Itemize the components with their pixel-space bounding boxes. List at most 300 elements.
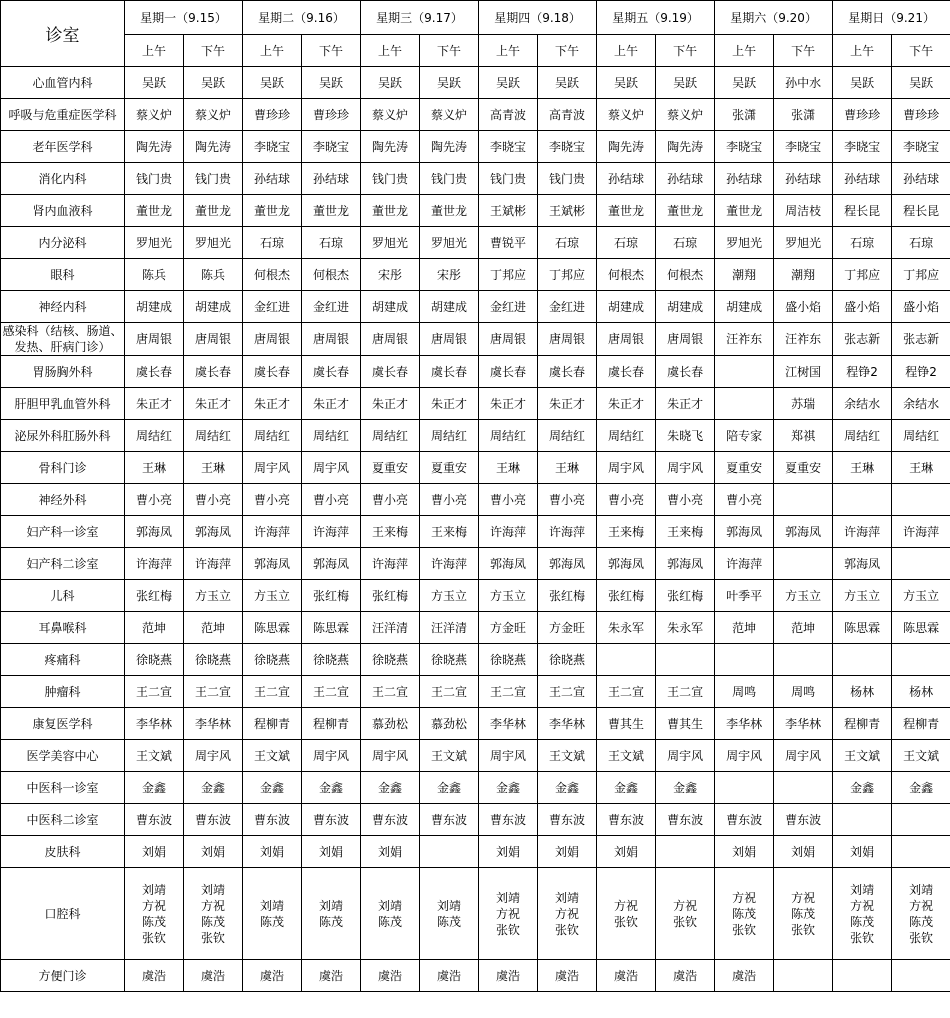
doctor-cell: 吴跃 [243,67,302,99]
doctor-cell: 潮翔 [715,259,774,291]
doctor-cell: 许海萍 [715,548,774,580]
doctor-cell: 虞浩 [538,960,597,992]
doctor-cell: 董世龙 [597,195,656,227]
doctor-cell: 曹东波 [361,804,420,836]
doctor-cell: 朱正才 [361,388,420,420]
doctor-cell: 曹小亮 [597,484,656,516]
doctor-cell: 周结红 [361,420,420,452]
doctor-cell: 郭海凤 [184,516,243,548]
doctor-cell: 周宇风 [597,452,656,484]
doctor-cell: 王琳 [833,452,892,484]
doctor-cell: 程柳青 [892,708,950,740]
doctor-cell: 郭海凤 [715,516,774,548]
doctor-cell [833,644,892,676]
doctor-cell: 李晓宝 [243,131,302,163]
table-row [1,516,950,548]
doctor-cell: 虞长春 [125,356,184,388]
doctor-cell: 盛小焰 [774,291,833,323]
department-name: 眼科 [1,259,125,291]
am-header: 上午 [243,35,302,67]
doctor-cell: 程铮2 [833,356,892,388]
doctor-cell [774,644,833,676]
doctor-cell: 胡建成 [125,291,184,323]
pm-header: 下午 [774,35,833,67]
doctor-cell: 张红梅 [656,580,715,612]
doctor-cell: 王文斌 [833,740,892,772]
doctor-cell: 唐周银 [184,323,243,356]
doctor-cell: 罗旭光 [361,227,420,259]
doctor-cell: 朱正才 [302,388,361,420]
doctor-cell: 钱门贵 [538,163,597,195]
table-row [1,99,950,131]
doctor-cell: 吴跃 [892,67,950,99]
doctor-cell: 周宇风 [184,740,243,772]
doctor-cell: 朱正才 [243,388,302,420]
doctor-cell: 陶先涛 [125,131,184,163]
doctor-cell: 郭海凤 [833,548,892,580]
day-header-wednesday: 星期三（9.17） [361,1,479,35]
doctor-cell: 王二宣 [361,676,420,708]
doctor-cell: 董世龙 [125,195,184,227]
doctor-cell: 方玉立 [892,580,950,612]
pm-header: 下午 [538,35,597,67]
doctor-cell [774,484,833,516]
table-row [1,163,950,195]
doctor-cell: 朱永军 [597,612,656,644]
doctor-cell: 虞浩 [656,960,715,992]
doctor-cell: 方玉立 [479,580,538,612]
doctor-cell: 刘靖 方祝 陈茂 张钦 [184,868,243,960]
clinic-column-header: 诊室 [1,1,125,67]
department-name: 康复医学科 [1,708,125,740]
doctor-cell: 曹小亮 [656,484,715,516]
doctor-cell: 郭海凤 [479,548,538,580]
table-row [1,131,950,163]
doctor-cell: 曹锐平 [479,227,538,259]
doctor-cell: 孙结球 [302,163,361,195]
doctor-cell: 孙结球 [833,163,892,195]
department-name: 神经内科 [1,291,125,323]
day-header-sunday: 星期日（9.21） [833,1,950,35]
doctor-cell [833,484,892,516]
doctor-cell: 苏瑞 [774,388,833,420]
doctor-cell: 周结红 [597,420,656,452]
doctor-cell: 虞长春 [656,356,715,388]
am-header: 上午 [597,35,656,67]
doctor-cell [892,548,950,580]
table-row [1,356,950,388]
doctor-cell: 王文斌 [538,740,597,772]
doctor-cell: 朱正才 [184,388,243,420]
doctor-cell: 金鑫 [597,772,656,804]
doctor-cell: 钱门贵 [125,163,184,195]
doctor-cell [656,836,715,868]
doctor-cell: 蔡义炉 [184,99,243,131]
doctor-cell: 余结水 [833,388,892,420]
doctor-cell: 刘娟 [715,836,774,868]
table-row [1,804,950,836]
doctor-cell: 方祝 陈茂 张钦 [715,868,774,960]
doctor-cell: 虞浩 [125,960,184,992]
doctor-cell: 周结红 [125,420,184,452]
doctor-cell: 唐周银 [302,323,361,356]
doctor-cell: 陈思霖 [892,612,950,644]
doctor-cell: 刘靖 方祝 陈茂 张钦 [892,868,950,960]
doctor-cell: 王斌彬 [479,195,538,227]
doctor-cell: 孙结球 [774,163,833,195]
doctor-cell: 陶先涛 [420,131,479,163]
doctor-cell: 周宇风 [243,452,302,484]
doctor-cell: 曹东波 [597,804,656,836]
doctor-cell: 夏重安 [361,452,420,484]
doctor-cell: 程柳青 [243,708,302,740]
am-header: 上午 [361,35,420,67]
pm-header: 下午 [184,35,243,67]
doctor-cell: 王文斌 [125,740,184,772]
doctor-cell [715,356,774,388]
doctor-cell: 曹小亮 [715,484,774,516]
doctor-cell: 金鑫 [656,772,715,804]
doctor-cell: 虞浩 [361,960,420,992]
doctor-cell: 王二宣 [479,676,538,708]
doctor-cell [892,960,950,992]
doctor-cell [833,960,892,992]
doctor-cell: 范坤 [184,612,243,644]
doctor-cell: 曹珍珍 [833,99,892,131]
doctor-cell: 郑祺 [774,420,833,452]
table-row [1,580,950,612]
doctor-cell: 朱正才 [420,388,479,420]
doctor-cell: 虞浩 [184,960,243,992]
table-row [1,452,950,484]
doctor-cell: 王二宣 [538,676,597,708]
doctor-cell: 陶先涛 [597,131,656,163]
doctor-cell: 许海萍 [361,548,420,580]
doctor-cell: 丁邦应 [479,259,538,291]
doctor-cell: 许海萍 [833,516,892,548]
table-row [1,67,950,99]
table-row [1,612,950,644]
doctor-cell: 张志新 [833,323,892,356]
department-name: 内分泌科 [1,227,125,259]
table-row [1,644,950,676]
doctor-cell: 周结红 [892,420,950,452]
doctor-cell: 虞长春 [302,356,361,388]
department-name: 呼吸与危重症医学科 [1,99,125,131]
doctor-cell: 唐周银 [243,323,302,356]
am-header: 上午 [833,35,892,67]
day-header-tuesday: 星期二（9.16） [243,1,361,35]
department-name: 泌尿外科肛肠外科 [1,420,125,452]
doctor-cell: 刘娟 [184,836,243,868]
pm-header: 下午 [420,35,479,67]
doctor-cell: 夏重安 [774,452,833,484]
doctor-cell: 刘娟 [597,836,656,868]
doctor-cell: 虞浩 [420,960,479,992]
doctor-cell: 唐周银 [656,323,715,356]
doctor-cell: 曹小亮 [125,484,184,516]
doctor-cell [774,548,833,580]
doctor-cell: 董世龙 [302,195,361,227]
doctor-cell: 张红梅 [302,580,361,612]
doctor-cell: 张红梅 [538,580,597,612]
doctor-cell: 陈思霖 [302,612,361,644]
doctor-cell: 曹小亮 [302,484,361,516]
doctor-cell: 金鑫 [302,772,361,804]
doctor-cell: 刘娟 [774,836,833,868]
doctor-cell: 董世龙 [656,195,715,227]
department-name: 儿科 [1,580,125,612]
doctor-cell: 江树国 [774,356,833,388]
doctor-cell: 王二宣 [184,676,243,708]
doctor-cell: 周结红 [302,420,361,452]
doctor-cell: 王琳 [538,452,597,484]
doctor-cell: 虞浩 [243,960,302,992]
doctor-cell: 徐晓燕 [184,644,243,676]
department-name: 肾内血液科 [1,195,125,227]
doctor-cell: 李华林 [184,708,243,740]
doctor-cell: 朱永军 [656,612,715,644]
doctor-cell: 周结红 [833,420,892,452]
doctor-cell: 郭海凤 [125,516,184,548]
doctor-cell: 曹小亮 [184,484,243,516]
am-header: 上午 [715,35,774,67]
doctor-cell: 郭海凤 [302,548,361,580]
doctor-cell: 曹珍珍 [892,99,950,131]
doctor-cell: 许海萍 [420,548,479,580]
doctor-cell: 刘娟 [361,836,420,868]
doctor-cell: 何根杰 [302,259,361,291]
doctor-cell: 张红梅 [597,580,656,612]
doctor-cell: 徐晓燕 [361,644,420,676]
doctor-cell: 朱正才 [538,388,597,420]
department-name: 神经外科 [1,484,125,516]
table-row [1,772,950,804]
day-header-thursday: 星期四（9.18） [479,1,597,35]
table-row [1,740,950,772]
doctor-cell: 王琳 [479,452,538,484]
doctor-cell: 金鑫 [538,772,597,804]
doctor-cell: 方祝 张钦 [597,868,656,960]
doctor-cell: 石琼 [656,227,715,259]
table-row [1,323,950,356]
doctor-cell: 曹东波 [656,804,715,836]
doctor-cell: 陈兵 [125,259,184,291]
doctor-cell: 周宇风 [479,740,538,772]
doctor-cell: 朱晓飞 [656,420,715,452]
doctor-cell: 虞浩 [715,960,774,992]
doctor-cell: 曹小亮 [361,484,420,516]
doctor-cell: 刘靖 陈茂 [361,868,420,960]
doctor-cell: 李晓宝 [479,131,538,163]
doctor-cell: 方祝 陈茂 张钦 [774,868,833,960]
table-row [1,195,950,227]
doctor-cell: 何根杰 [243,259,302,291]
table-row [1,259,950,291]
doctor-cell: 徐晓燕 [538,644,597,676]
doctor-cell: 刘靖 陈茂 [302,868,361,960]
doctor-cell: 夏重安 [715,452,774,484]
doctor-cell: 孙结球 [892,163,950,195]
department-name: 中医科一诊室 [1,772,125,804]
doctor-cell: 张志新 [892,323,950,356]
doctor-cell: 曹东波 [243,804,302,836]
doctor-cell: 杨林 [833,676,892,708]
doctor-cell: 刘靖 方祝 陈茂 张钦 [125,868,184,960]
doctor-cell: 金鑫 [125,772,184,804]
doctor-cell: 唐周银 [479,323,538,356]
department-name: 耳鼻喉科 [1,612,125,644]
doctor-cell: 刘靖 方祝 张钦 [538,868,597,960]
doctor-cell [597,644,656,676]
table-row [1,960,950,992]
doctor-cell: 王二宣 [125,676,184,708]
doctor-cell: 余结水 [892,388,950,420]
doctor-cell: 钱门贵 [184,163,243,195]
doctor-cell: 虞长春 [420,356,479,388]
doctor-cell: 虞浩 [597,960,656,992]
doctor-cell: 蔡义炉 [361,99,420,131]
doctor-cell: 吴跃 [538,67,597,99]
doctor-cell: 宋彤 [361,259,420,291]
doctor-cell: 李晓宝 [302,131,361,163]
doctor-cell: 罗旭光 [715,227,774,259]
pm-header: 下午 [892,35,950,67]
doctor-cell: 许海萍 [892,516,950,548]
doctor-cell: 周宇风 [656,452,715,484]
doctor-cell: 范坤 [774,612,833,644]
doctor-cell: 王琳 [125,452,184,484]
doctor-cell: 曹小亮 [243,484,302,516]
doctor-cell: 慕劲松 [361,708,420,740]
doctor-cell: 曹小亮 [420,484,479,516]
doctor-cell: 许海萍 [184,548,243,580]
doctor-cell: 王琳 [892,452,950,484]
doctor-cell: 王文斌 [892,740,950,772]
doctor-cell: 曹东波 [420,804,479,836]
doctor-cell: 程长昆 [892,195,950,227]
day-header-row [1,1,950,35]
doctor-cell: 陈思霖 [833,612,892,644]
table-row [1,868,950,960]
doctor-cell: 曹东波 [538,804,597,836]
doctor-cell: 曹其生 [656,708,715,740]
doctor-cell: 刘靖 方祝 张钦 [479,868,538,960]
department-name: 皮肤科 [1,836,125,868]
doctor-cell: 郭海凤 [243,548,302,580]
doctor-cell: 吴跃 [361,67,420,99]
table-row [1,708,950,740]
pm-header: 下午 [656,35,715,67]
doctor-cell: 金鑫 [184,772,243,804]
doctor-cell: 虞浩 [479,960,538,992]
table-row [1,291,950,323]
table-row [1,676,950,708]
department-name: 口腔科 [1,868,125,960]
doctor-cell: 王来梅 [361,516,420,548]
doctor-cell: 方金旺 [479,612,538,644]
doctor-cell [774,772,833,804]
doctor-cell: 曹东波 [184,804,243,836]
doctor-cell: 刘娟 [479,836,538,868]
doctor-cell: 徐晓燕 [125,644,184,676]
doctor-cell: 吴跃 [479,67,538,99]
department-name: 消化内科 [1,163,125,195]
doctor-cell: 孙结球 [243,163,302,195]
doctor-cell: 罗旭光 [184,227,243,259]
doctor-cell: 程柳青 [302,708,361,740]
doctor-cell: 张潇 [774,99,833,131]
doctor-cell: 金红进 [302,291,361,323]
doctor-cell: 胡建成 [656,291,715,323]
doctor-cell: 刘娟 [302,836,361,868]
doctor-cell: 李晓宝 [538,131,597,163]
doctor-cell: 许海萍 [479,516,538,548]
doctor-cell: 周结红 [538,420,597,452]
doctor-cell: 王来梅 [597,516,656,548]
doctor-cell: 董世龙 [243,195,302,227]
doctor-cell: 李晓宝 [833,131,892,163]
am-header: 上午 [479,35,538,67]
department-name: 肿瘤科 [1,676,125,708]
doctor-cell: 金鑫 [479,772,538,804]
doctor-cell: 周鸣 [715,676,774,708]
doctor-cell: 徐晓燕 [479,644,538,676]
doctor-cell: 郭海凤 [656,548,715,580]
doctor-cell: 高青波 [538,99,597,131]
doctor-cell: 李晓宝 [892,131,950,163]
department-name: 胃肠胸外科 [1,356,125,388]
doctor-cell: 石琼 [597,227,656,259]
doctor-cell: 孙结球 [597,163,656,195]
doctor-cell: 吴跃 [184,67,243,99]
doctor-cell: 曹东波 [774,804,833,836]
department-name: 肝胆甲乳血管外科 [1,388,125,420]
doctor-cell: 周结红 [184,420,243,452]
doctor-cell: 王来梅 [656,516,715,548]
doctor-cell: 汪洋清 [420,612,479,644]
doctor-cell: 吴跃 [715,67,774,99]
doctor-cell: 杨林 [892,676,950,708]
doctor-cell: 叶季平 [715,580,774,612]
doctor-cell: 曹其生 [597,708,656,740]
doctor-cell: 程长昆 [833,195,892,227]
doctor-cell: 朱正才 [479,388,538,420]
doctor-cell: 石琼 [833,227,892,259]
doctor-cell [833,804,892,836]
doctor-cell: 程铮2 [892,356,950,388]
doctor-cell: 盛小焰 [892,291,950,323]
department-name: 中医科二诊室 [1,804,125,836]
am-header: 上午 [125,35,184,67]
doctor-cell: 罗旭光 [774,227,833,259]
doctor-cell: 方玉立 [184,580,243,612]
department-name: 疼痛科 [1,644,125,676]
doctor-cell: 陈兵 [184,259,243,291]
doctor-cell: 方玉立 [243,580,302,612]
doctor-cell: 陈思霖 [243,612,302,644]
doctor-cell: 郭海凤 [538,548,597,580]
doctor-cell: 唐周银 [125,323,184,356]
doctor-cell: 刘娟 [538,836,597,868]
department-name: 感染科（结核、肠道、发热、肝病门诊） [2,324,123,354]
department-name: 妇产科二诊室 [1,548,125,580]
doctor-cell: 石琼 [892,227,950,259]
doctor-cell: 汪祚东 [774,323,833,356]
department-name: 妇产科一诊室 [1,516,125,548]
doctor-cell: 郭海凤 [597,548,656,580]
doctor-cell: 曹东波 [715,804,774,836]
